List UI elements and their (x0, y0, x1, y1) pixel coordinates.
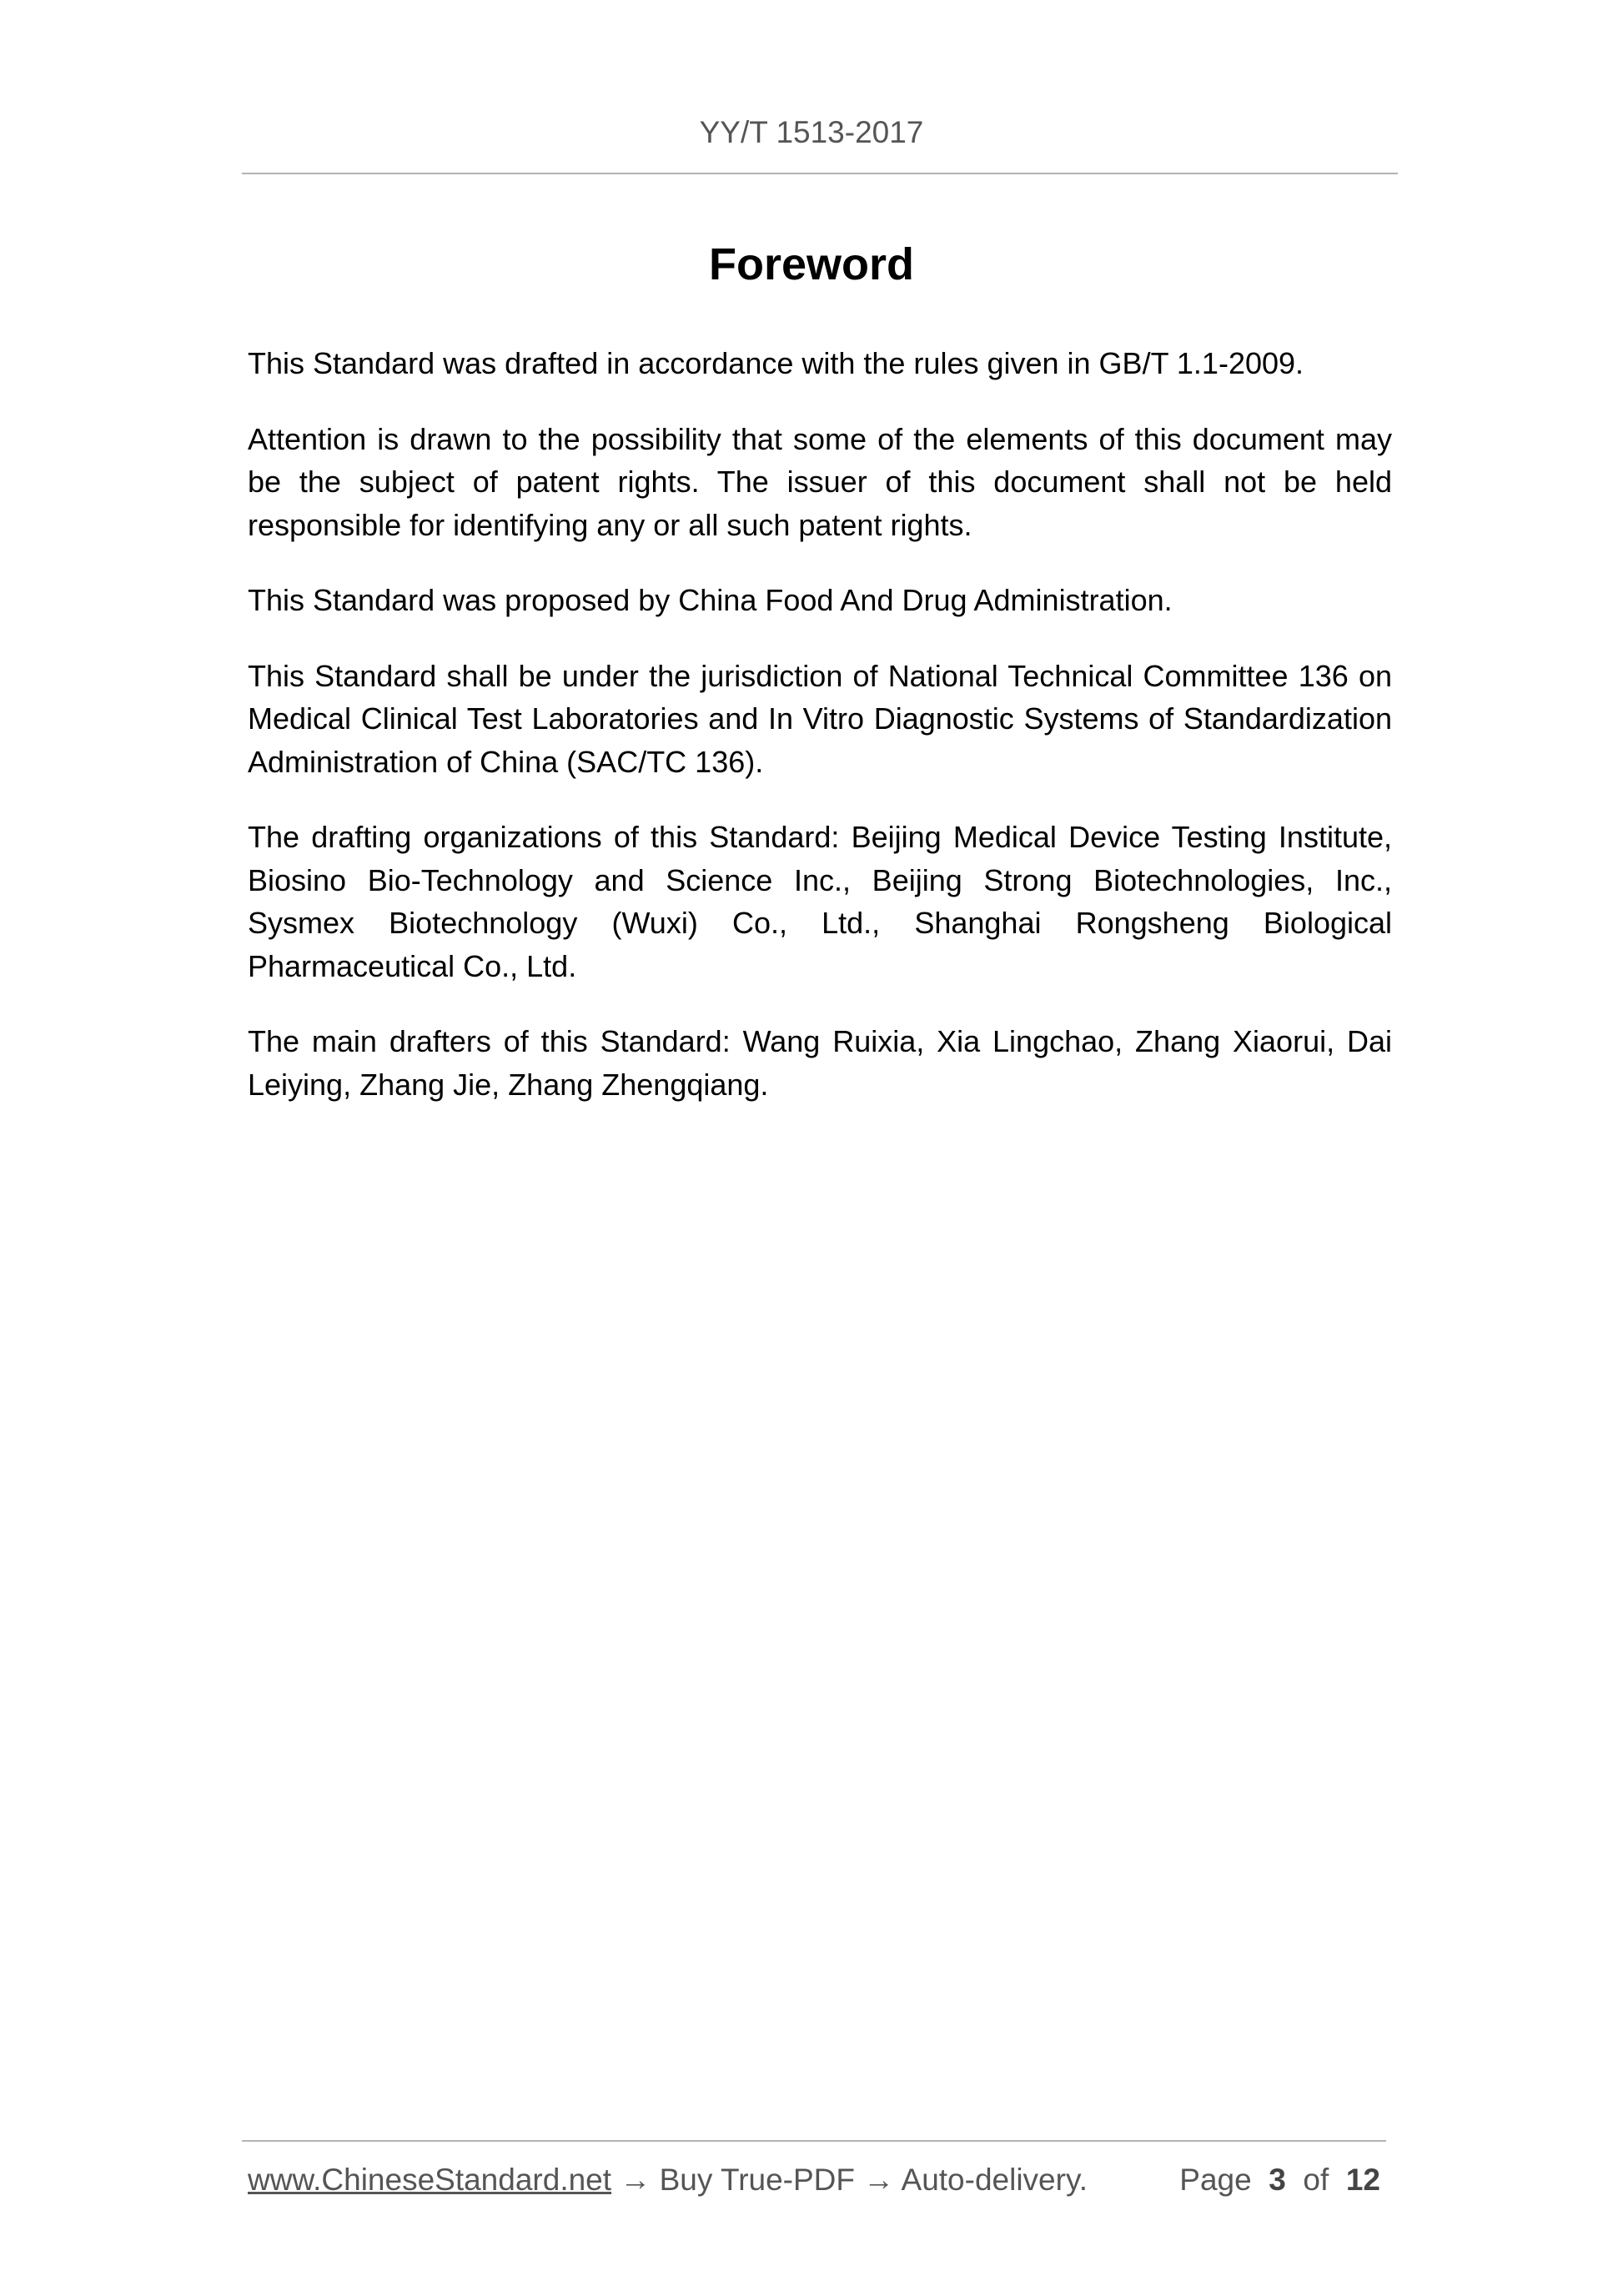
page-title: Foreword (708, 239, 914, 289)
paragraph-proposer: This Standard was proposed by China Food And Drug Administration. (248, 583, 1173, 617)
page-number (1179, 2163, 1380, 2198)
page-current: 3 (1269, 2163, 1286, 2197)
website-link[interactable]: www.ChineseStandard.net (248, 2163, 612, 2197)
paragraph-main-drafters: The main drafters of this Standard: Wang Ruixia, Xia Lingchao, Zhang Xiaorui, Dai Leiying, Zhang Jie, Zhang Zhengqiang. (248, 1024, 1392, 1102)
paragraph-jurisdiction: This Standard shall be under the jurisdiction of National Technical Committee 136 on Medical Clinical Test Laboratories and In Vitro Diagnostic Systems of Standardization Administration of China (SAC/TC 136). (248, 658, 1392, 779)
promo-text: → Buy True-PDF → Auto-delivery. (620, 2163, 1088, 2197)
paragraph-drafting-rules: This Standard was drafted in accordance with the rules given in GB/T 1.1-2009. (248, 346, 1304, 380)
footer-divider (242, 2140, 1386, 2142)
footer-left (248, 2163, 1088, 2198)
page-label: Page (1179, 2163, 1252, 2197)
header-divider (242, 173, 1398, 174)
paragraph-drafting-organizations: The drafting organizations of this Standard: Beijing Medical Device Testing Institute, Biosino Bio-Technology and Science Inc., Beijing Strong Biotechnologies, Inc., Sysmex Biotechnology (Wuxi) Co., Ltd., Shanghai Rongsheng Biological Pharmaceutical Co., Ltd. (248, 820, 1392, 983)
document-body (248, 342, 1392, 1138)
page-footer (248, 2163, 1380, 2198)
page-total: 12 (1345, 2163, 1380, 2197)
paragraph-patent-notice: Attention is drawn to the possibility that some of the elements of this document may be the subject of patent rights. The issuer of this document shall not be held responsible for identifying any or all such patent rights. (248, 421, 1392, 542)
document-code-header: YY/T 1513-2017 (699, 115, 924, 149)
page-of-label: of (1303, 2163, 1329, 2197)
